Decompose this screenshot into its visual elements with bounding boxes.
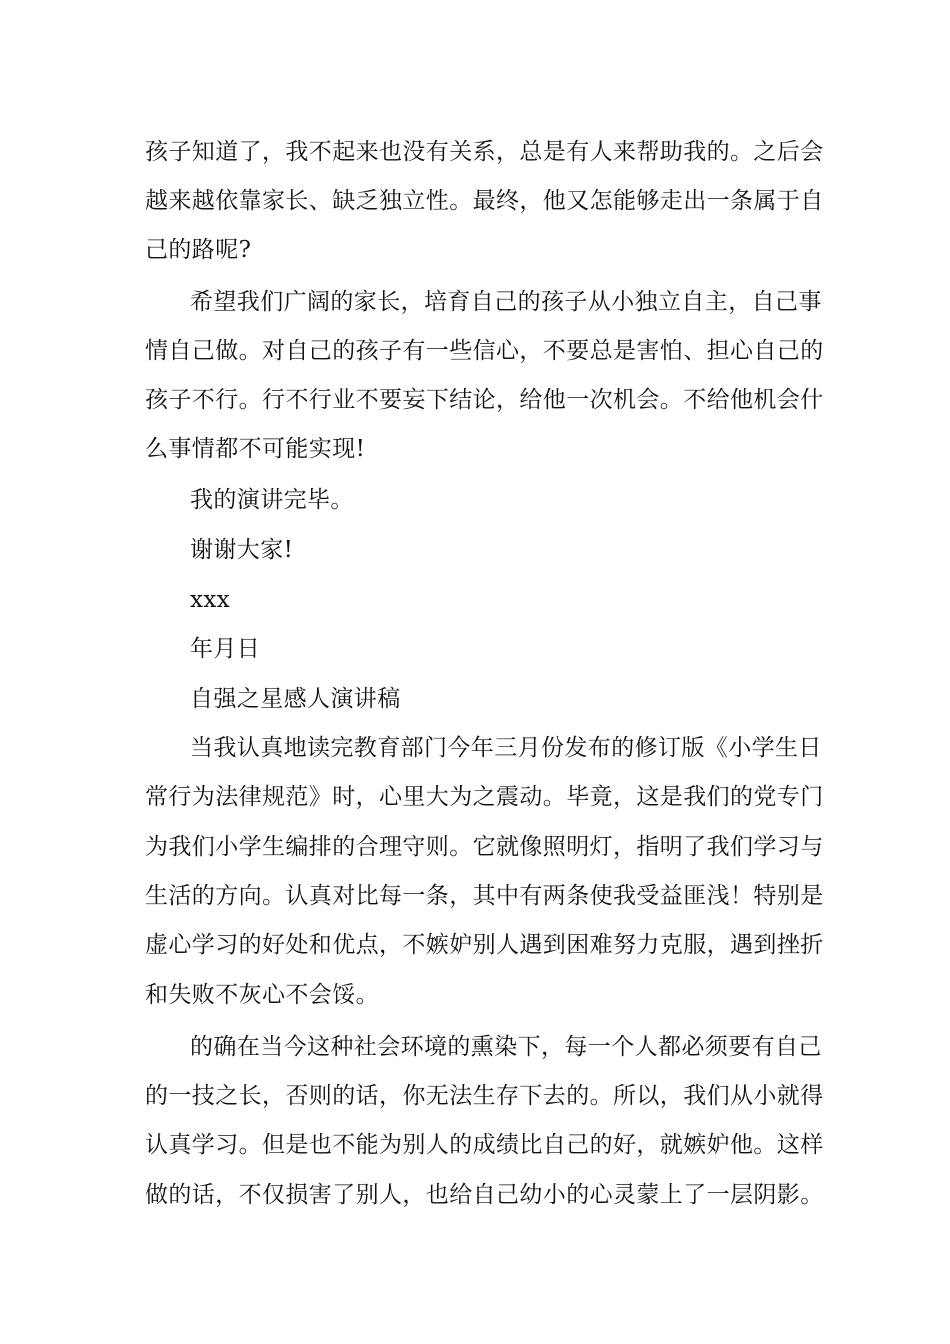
paragraph-line: 的确在当今这种社会环境的熏染下，每一个人都必须要有自己: [190, 1034, 822, 1060]
closing-line: 我的演讲完毕。: [190, 487, 354, 513]
paragraph-line: 为我们小学生编排的合理守则。它就像照明灯，指明了我们学习与: [145, 834, 824, 860]
paragraph-line: 虚心学习的好处和优点，不嫉妒别人遇到困难努力克服，遇到挫折: [145, 932, 824, 958]
paragraph-line: 么事情都不可能实现!: [145, 436, 366, 462]
date-line: 年月日: [190, 636, 261, 662]
paragraph-line: 希望我们广阔的家长，培育自己的孩子从小独立自主，自己事: [190, 289, 822, 315]
signature-name: xxx: [190, 587, 231, 613]
thanks-line: 谢谢大家!: [190, 537, 294, 563]
paragraph-line: 常行为法律规范》时，心里大为之震动。毕竟，这是我们的党专门: [145, 784, 824, 810]
paragraph-line: 孩子不行。行不行业不要妄下结论，给他一次机会。不给他机会什: [145, 387, 824, 413]
paragraph-line: 和失败不灰心不会馁。: [145, 982, 379, 1008]
paragraph-line: 的一技之长，否则的话，你无法生存下去的。所以，我们从小就得: [145, 1083, 824, 1109]
paragraph-line: 当我认真地读完教育部门今年三月份发布的修订版《小学生日: [190, 735, 822, 761]
paragraph-line: 情自己做。对自己的孩子有一些信心，不要总是害怕、担心自己的: [145, 338, 824, 364]
paragraph-line: 孩子知道了，我不起来也没有关系，总是有人来帮助我的。之后会: [145, 139, 824, 165]
paragraph-line: 生活的方向。认真对比每一条，其中有两条使我受益匪浅！特别是: [145, 883, 824, 909]
paragraph-line: 认真学习。但是也不能为别人的成绩比自己的好，就嫉妒他。这样: [145, 1132, 824, 1158]
paragraph-line: 己的路呢?: [145, 237, 252, 263]
paragraph-line: 做的话，不仅损害了别人，也给自己幼小的心灵蒙上了一层阴影。: [145, 1182, 824, 1208]
paragraph-line: 越来越依靠家长、缺乏独立性。最终，他又怎能够走出一条属于自: [145, 188, 824, 214]
section-title: 自强之星感人演讲稿: [190, 686, 401, 712]
